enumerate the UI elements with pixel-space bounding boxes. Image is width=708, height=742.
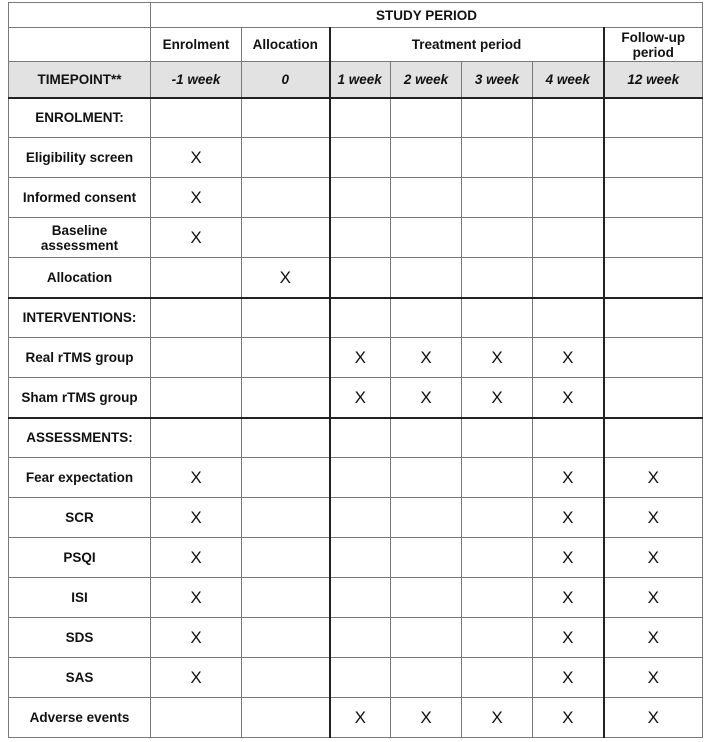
schedule-cell: [462, 538, 533, 578]
schedule-cell: [391, 418, 462, 458]
timepoint-col: 12 week: [604, 62, 703, 98]
treatment-period-header: Treatment period: [330, 28, 604, 62]
allocation-header: Allocation: [242, 28, 330, 62]
schedule-cell: [533, 418, 604, 458]
schedule-cell: [391, 218, 462, 258]
row-label: SAS: [9, 658, 151, 698]
schedule-cell: X: [330, 378, 391, 418]
schedule-cell: [242, 578, 330, 618]
schedule-cell: X: [151, 138, 242, 178]
schedule-cell: X: [151, 458, 242, 498]
schedule-cell: [330, 98, 391, 138]
schedule-cell: [242, 98, 330, 138]
table-row: [9, 258, 703, 298]
schedule-cell: X: [462, 698, 533, 738]
followup-period-header: Follow-up period: [604, 28, 703, 62]
schedule-cell: X: [604, 578, 703, 618]
schedule-cell: X: [151, 498, 242, 538]
schedule-cell: [242, 218, 330, 258]
table-row: [9, 418, 703, 458]
schedule-cell: X: [533, 618, 604, 658]
schedule-cell: X: [151, 658, 242, 698]
schedule-cell: [151, 298, 242, 338]
schedule-cell: [242, 338, 330, 378]
header-row-study-period: [9, 3, 703, 28]
schedule-cell: [462, 618, 533, 658]
schedule-cell: [604, 298, 703, 338]
schedule-cell: [391, 658, 462, 698]
schedule-cell: [151, 258, 242, 298]
table-row: [9, 138, 703, 178]
timepoint-col: 4 week: [533, 62, 604, 98]
empty-corner: [9, 28, 151, 62]
table-row: [9, 658, 703, 698]
schedule-cell: [533, 98, 604, 138]
row-label: ENROLMENT:: [9, 98, 151, 138]
row-label: SCR: [9, 498, 151, 538]
schedule-cell: [151, 378, 242, 418]
schedule-cell: [604, 418, 703, 458]
table-row: [9, 218, 703, 258]
schedule-cell: X: [604, 658, 703, 698]
timepoint-col: 0: [242, 62, 330, 98]
schedule-cell: [391, 258, 462, 298]
schedule-cell: [462, 178, 533, 218]
schedule-cell: X: [151, 618, 242, 658]
schedule-cell: [462, 458, 533, 498]
schedule-cell: [533, 298, 604, 338]
schedule-cell: [604, 378, 703, 418]
schedule-cell: [604, 258, 703, 298]
schedule-cell: [330, 218, 391, 258]
schedule-cell: [242, 618, 330, 658]
schedule-cell: X: [391, 378, 462, 418]
schedule-cell: [533, 178, 604, 218]
schedule-cell: [391, 298, 462, 338]
schedule-cell: [391, 138, 462, 178]
schedule-cell: X: [604, 458, 703, 498]
timepoint-label: TIMEPOINT**: [9, 62, 151, 98]
schedule-cell: [242, 458, 330, 498]
study-period-header: STUDY PERIOD: [151, 3, 703, 28]
table-row: [9, 298, 703, 338]
schedule-cell: [462, 218, 533, 258]
table-row: [9, 98, 703, 138]
schedule-cell: [604, 178, 703, 218]
schedule-cell: X: [330, 698, 391, 738]
schedule-cell: [151, 418, 242, 458]
table-row: [9, 538, 703, 578]
row-label: Real rTMS group: [9, 338, 151, 378]
row-label: PSQI: [9, 538, 151, 578]
table-row: [9, 618, 703, 658]
table-row: [9, 178, 703, 218]
row-label: Allocation: [9, 258, 151, 298]
empty-corner: [9, 3, 151, 28]
schedule-cell: [533, 258, 604, 298]
schedule-cell: X: [330, 338, 391, 378]
schedule-cell: [330, 578, 391, 618]
schedule-cell: X: [533, 538, 604, 578]
schedule-cell: X: [151, 578, 242, 618]
row-label: ISI: [9, 578, 151, 618]
schedule-cell: X: [462, 338, 533, 378]
row-label: INTERVENTIONS:: [9, 298, 151, 338]
schedule-cell: [242, 538, 330, 578]
schedule-cell: [151, 98, 242, 138]
schedule-cell: X: [604, 498, 703, 538]
schedule-cell: [604, 218, 703, 258]
schedule-cell: [330, 618, 391, 658]
table-row: [9, 698, 703, 738]
row-label: Eligibility screen: [9, 138, 151, 178]
schedule-cell: [242, 138, 330, 178]
schedule-cell: [242, 698, 330, 738]
schedule-cell: [604, 138, 703, 178]
schedule-cell: [391, 578, 462, 618]
schedule-cell: [330, 658, 391, 698]
schedule-cell: [242, 418, 330, 458]
schedule-cell: [462, 418, 533, 458]
schedule-cell: [391, 538, 462, 578]
timepoint-row: [9, 62, 703, 98]
schedule-cell: X: [604, 698, 703, 738]
schedule-cell: [242, 298, 330, 338]
header-row-periods: [9, 28, 703, 62]
schedule-cell: X: [533, 578, 604, 618]
schedule-cell: X: [391, 338, 462, 378]
schedule-cell: X: [391, 698, 462, 738]
schedule-cell: [391, 498, 462, 538]
schedule-cell: [330, 138, 391, 178]
schedule-cell: [462, 498, 533, 538]
schedule-cell: X: [462, 378, 533, 418]
schedule-cell: [330, 418, 391, 458]
table-row: [9, 378, 703, 418]
schedule-cell: [391, 178, 462, 218]
schedule-cell: [242, 498, 330, 538]
schedule-cell: [533, 218, 604, 258]
schedule-cell: [242, 658, 330, 698]
row-label: Sham rTMS group: [9, 378, 151, 418]
schedule-cell: [330, 178, 391, 218]
table-row: [9, 458, 703, 498]
schedule-cell: [462, 578, 533, 618]
schedule-cell: [242, 378, 330, 418]
study-schedule-table: [8, 2, 703, 738]
schedule-cell: X: [151, 538, 242, 578]
schedule-cell: [330, 498, 391, 538]
schedule-cell: X: [151, 178, 242, 218]
schedule-cell: [391, 458, 462, 498]
schedule-cell: [330, 258, 391, 298]
table-row: [9, 578, 703, 618]
table-row: [9, 338, 703, 378]
schedule-cell: [242, 178, 330, 218]
schedule-cell: X: [242, 258, 330, 298]
schedule-cell: [391, 618, 462, 658]
timepoint-col: -1 week: [151, 62, 242, 98]
schedule-cell: [330, 458, 391, 498]
row-label: Fear expectation: [9, 458, 151, 498]
timepoint-col: 3 week: [462, 62, 533, 98]
schedule-cell: X: [533, 378, 604, 418]
table-row: [9, 498, 703, 538]
schedule-cell: [151, 698, 242, 738]
schedule-cell: [330, 538, 391, 578]
schedule-cell: [604, 338, 703, 378]
schedule-cell: X: [533, 658, 604, 698]
schedule-cell: [462, 138, 533, 178]
schedule-cell: [462, 658, 533, 698]
timepoint-col: 1 week: [330, 62, 391, 98]
row-label: ASSESSMENTS:: [9, 418, 151, 458]
row-label: Adverse events: [9, 698, 151, 738]
schedule-cell: X: [151, 218, 242, 258]
row-label: Informed consent: [9, 178, 151, 218]
row-label: SDS: [9, 618, 151, 658]
schedule-cell: [462, 98, 533, 138]
schedule-cell: [391, 98, 462, 138]
schedule-cell: [533, 138, 604, 178]
enrolment-header: Enrolment: [151, 28, 242, 62]
schedule-cell: [330, 298, 391, 338]
schedule-cell: X: [533, 338, 604, 378]
schedule-cell: X: [533, 458, 604, 498]
row-label: Baseline assessment: [9, 218, 151, 258]
schedule-cell: [462, 258, 533, 298]
schedule-cell: X: [533, 498, 604, 538]
timepoint-col: 2 week: [391, 62, 462, 98]
schedule-cell: X: [604, 618, 703, 658]
schedule-cell: [604, 98, 703, 138]
schedule-cell: [151, 338, 242, 378]
schedule-cell: [462, 298, 533, 338]
schedule-cell: X: [533, 698, 604, 738]
schedule-cell: X: [604, 538, 703, 578]
